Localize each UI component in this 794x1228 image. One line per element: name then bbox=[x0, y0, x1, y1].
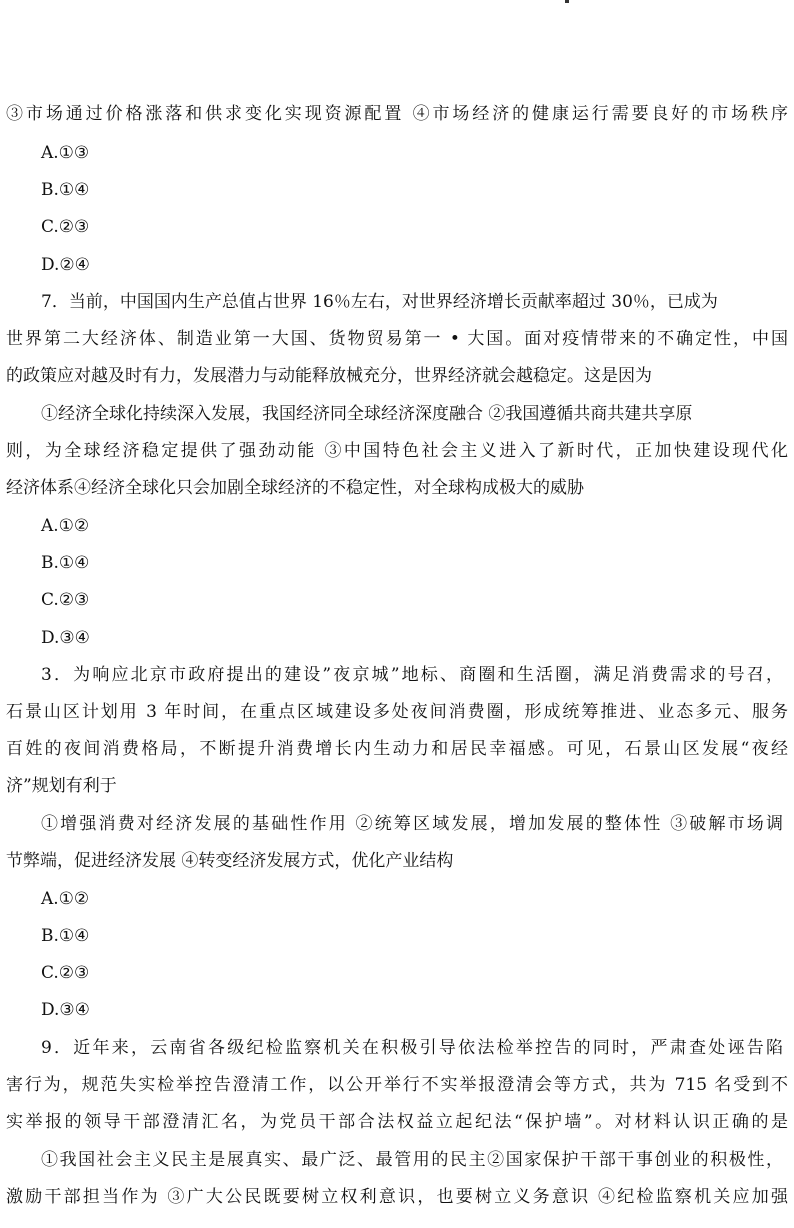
q7-stem-line-3: 的政策应对越及时有力，发展潜力与动能释放械充分，世界经济就会越稳定。这是因为 bbox=[6, 366, 652, 386]
q3-stem-line-1: 3．为响应北京市政府提出的建设”夜京城”地标、商圈和生活圈，满足消费需求的号召， bbox=[41, 665, 783, 685]
q7-stem-line-2: 世界第二大经济体、制造业第一大国、货物贸易第一 • 大国。面对疫情带来的不确定性，中国 bbox=[6, 329, 788, 349]
q7-stem-line-1: 7．当前，中国国内生产总值占世界 16％左右，对世界经济增长贡献率超过 30％，已成为 bbox=[41, 292, 718, 312]
q3-statements-line-1: ①增强消费对经济发展的基础性作用 ②统筹区域发展，增加发展的整体性 ③破解市场调 bbox=[41, 814, 783, 834]
q3-statements-line-2: 节弊端，促进经济发展 ④转变经济发展方式，优化产业结构 bbox=[6, 851, 454, 871]
q7-statements-line-2: 则，为全球经济稳定提供了强劲动能 ③中国特色社会主义进入了新时代，正加快建设现代化 bbox=[6, 441, 788, 461]
q3-option-c: C.②③ bbox=[41, 963, 90, 983]
q3-stem-line-2: 石景山区计划用 3 年时间，在重点区域建设多处夜间消费圈，形成统筹推进、业态多元、服务 bbox=[6, 702, 788, 722]
q3-stem-line-3: 百姓的夜间消费格局，不断提升消费增长内生动力和居民幸福感。可见，石景山区发展“夜经 bbox=[6, 739, 788, 759]
q9-stem-line-1: 9．近年来，云南省各级纪检监察机关在积极引导依法检举控告的同时，严肃查处诬告陷 bbox=[41, 1038, 783, 1058]
q6-option-a: A.①③ bbox=[41, 143, 90, 163]
q7-option-b: B.①④ bbox=[41, 553, 90, 573]
q3-option-a: A.①② bbox=[41, 889, 90, 909]
q7-statements-line-1: ①经济全球化持续深入发展，我国经济同全球经济深度融合 ②我国遵循共商共建共享原 bbox=[41, 404, 693, 424]
q6-option-d: D.②④ bbox=[41, 255, 90, 275]
q7-option-a: A.①② bbox=[41, 516, 90, 536]
q7-statements-line-3: 经济体系④经济全球化只会加剧全球经济的不稳定性，对全球构成极大的威胁 bbox=[6, 478, 584, 498]
q3-option-b: B.①④ bbox=[41, 926, 90, 946]
q7-option-c: C.②③ bbox=[41, 590, 90, 610]
q6-option-b: B.①④ bbox=[41, 180, 90, 200]
q9-statements-line-1: ①我国社会主义民主是展真实、最广泛、最管用的民主②国家保护干部干事创业的积极性， bbox=[41, 1150, 783, 1170]
q9-stem-line-2: 害行为，规范失实检举控告澄清工作，以公开举行不实举报澄清会等方式，共为 715 名受到不 bbox=[6, 1075, 788, 1095]
q7-option-d: D.③④ bbox=[41, 628, 90, 648]
q3-stem-line-4: 济”规划有利于 bbox=[6, 776, 117, 796]
q6-statement-3-4: ③市场通过价格涨落和供求变化实现资源配置 ④市场经济的健康运行需要良好的市场秩序 bbox=[6, 104, 788, 124]
q9-statements-line-2: 激励干部担当作为 ③广大公民既要树立权利意识，也要树立义务意识 ④纪检监察机关应加强 bbox=[6, 1187, 788, 1207]
q3-option-d: D.③④ bbox=[41, 1000, 90, 1020]
q6-option-c: C.②③ bbox=[41, 217, 90, 237]
scan-mark bbox=[565, 0, 569, 3]
q9-stem-line-3: 实举报的领导干部澄清汇名，为党员干部合法权益立起纪法“保护墙”。对材料认识正确的是 bbox=[6, 1112, 788, 1132]
